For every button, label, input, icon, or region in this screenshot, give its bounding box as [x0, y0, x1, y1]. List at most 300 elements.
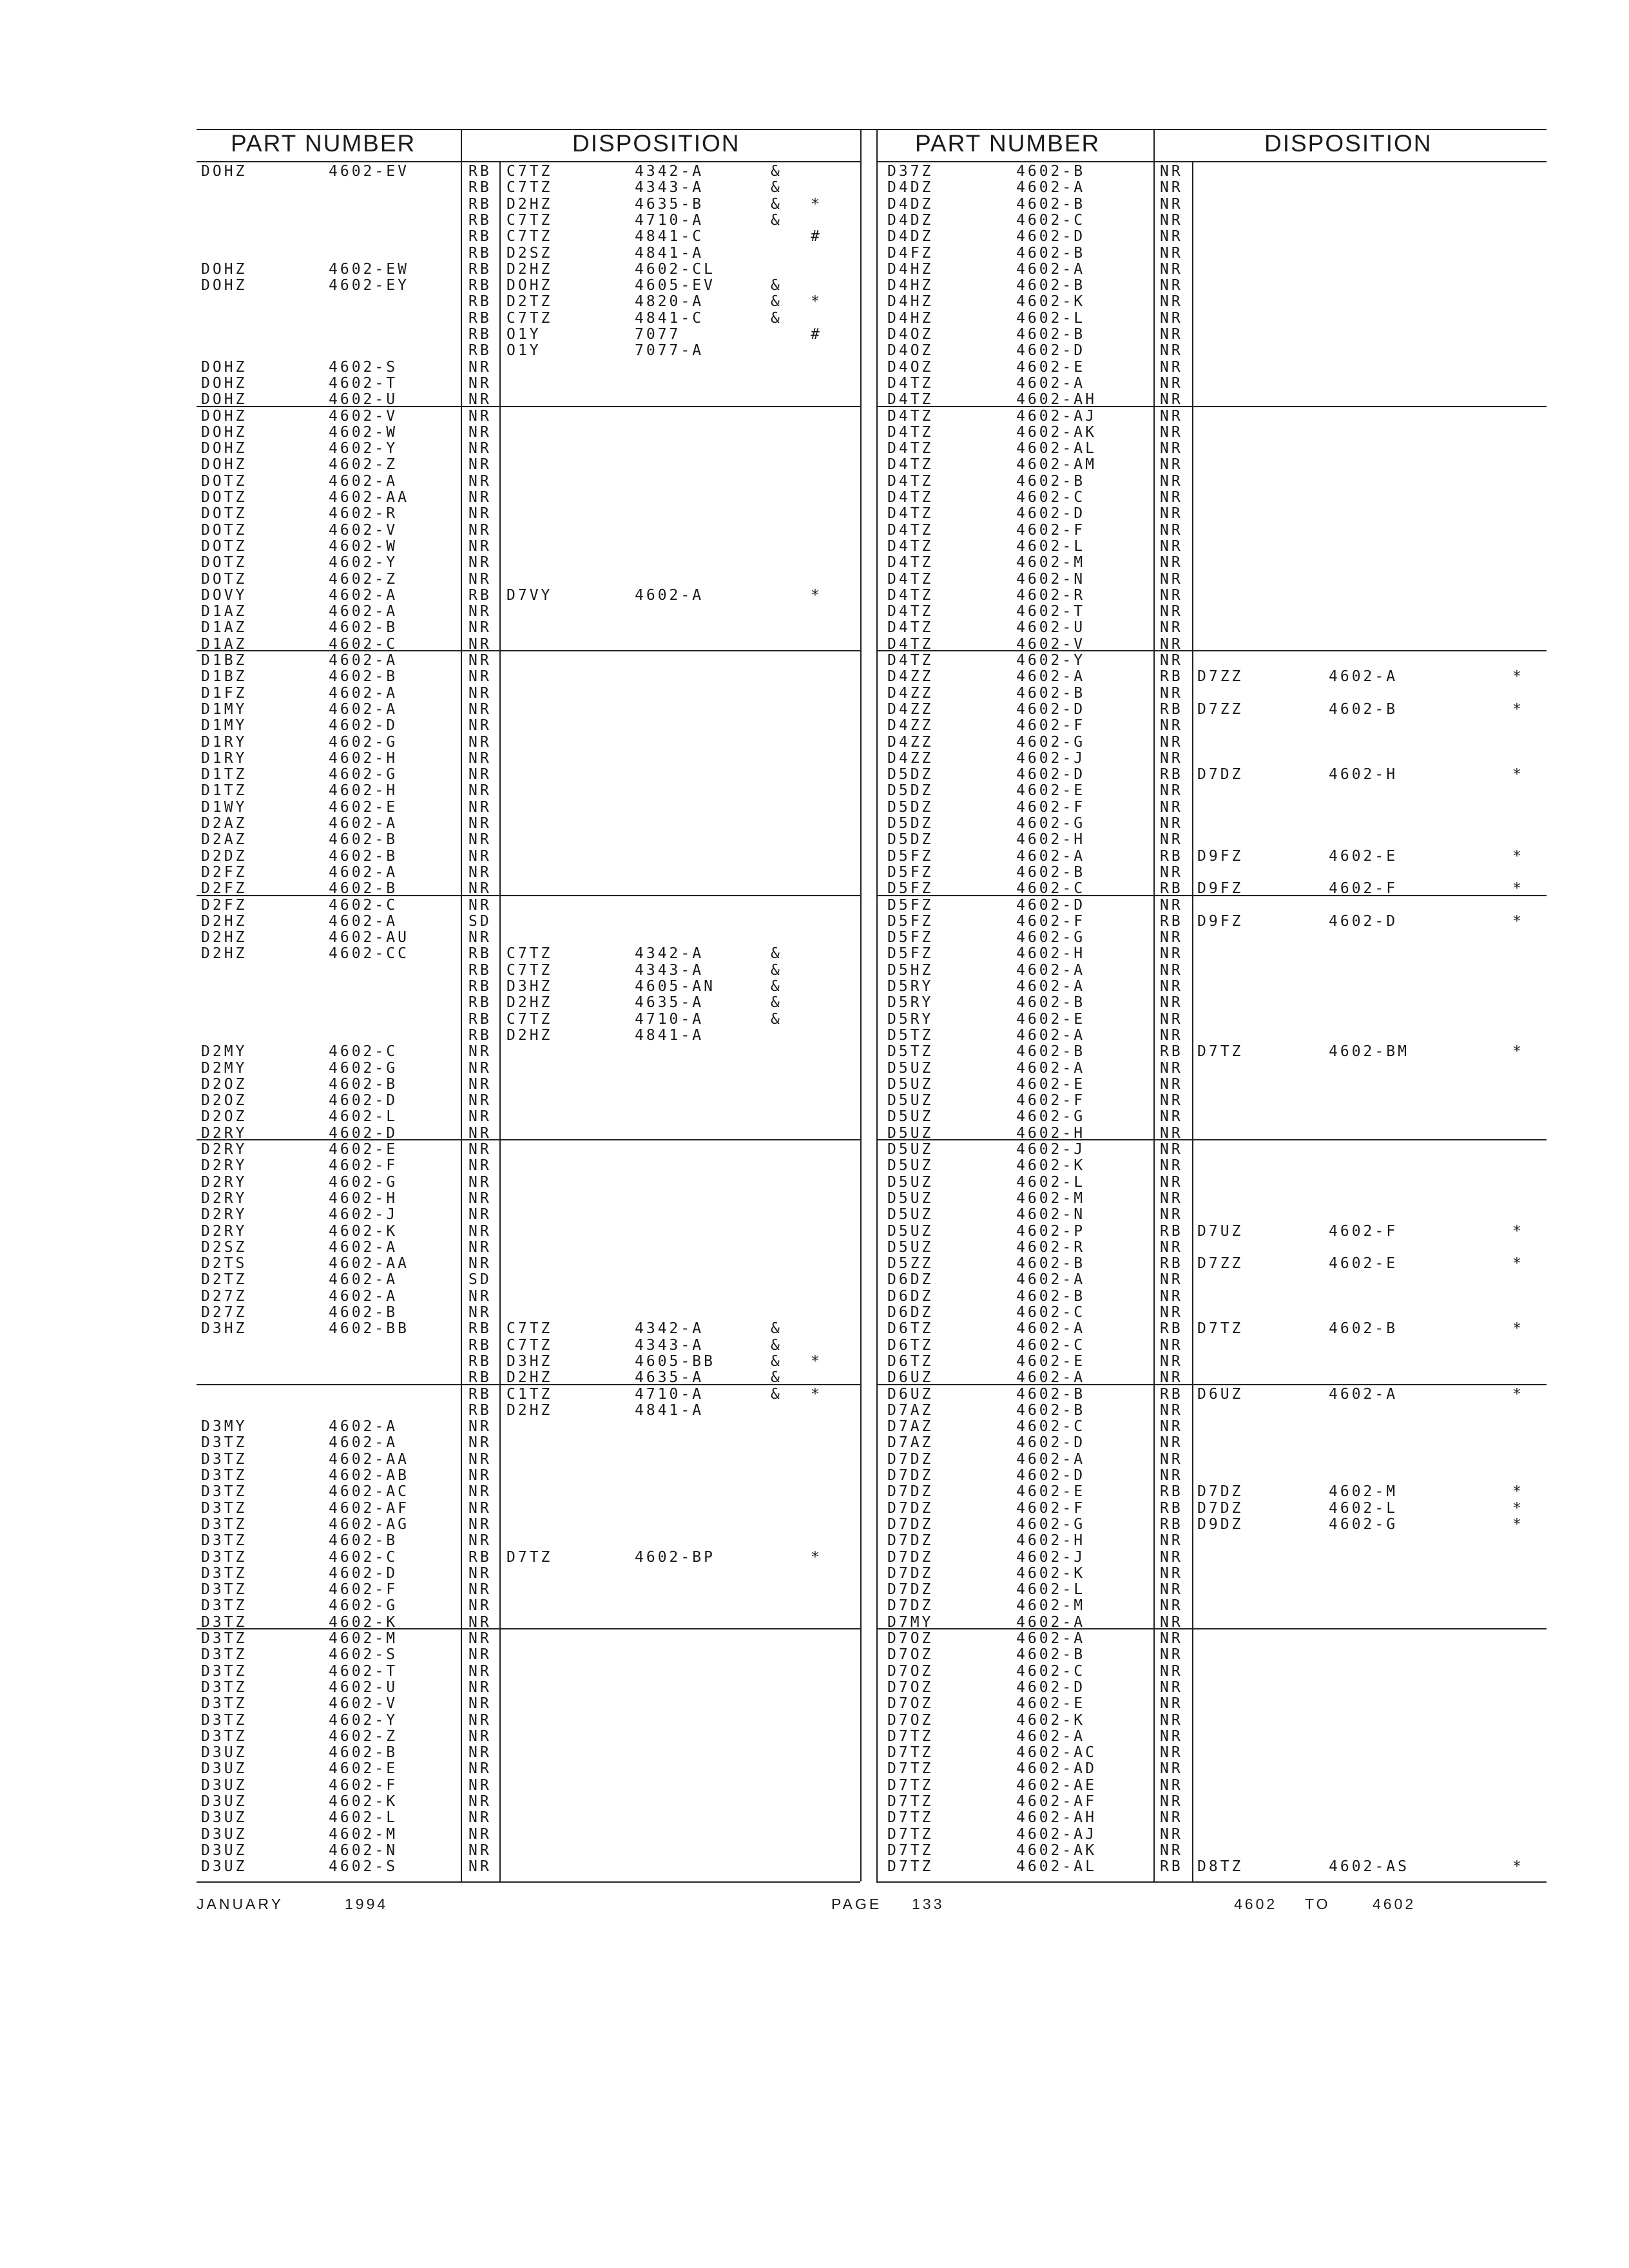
part-suffix-cell: 4602-A	[1016, 1271, 1086, 1289]
amp-mark-cell: &	[771, 293, 782, 311]
part-suffix-cell: 4602-G	[1016, 1515, 1086, 1533]
code-cell: NR	[1160, 1548, 1183, 1566]
part-suffix-cell: 4602-A	[1016, 179, 1086, 197]
ref-prefix-cell: C7TZ	[506, 945, 553, 963]
code-cell: NR	[1160, 1173, 1183, 1191]
prefix-cell: D5DZ	[887, 782, 934, 800]
prefix-cell: D6DZ	[887, 1271, 934, 1289]
code-cell: NR	[1160, 1271, 1183, 1289]
code-cell: NR	[468, 815, 492, 832]
part-suffix-cell: 4602-C	[1016, 1662, 1086, 1680]
left-group-separator	[197, 1139, 860, 1140]
ref-prefix-cell: C7TZ	[506, 1320, 553, 1338]
part-suffix-cell: 4602-B	[1016, 244, 1086, 262]
code-cell: NR	[1160, 1287, 1183, 1305]
note-mark-cell: *	[1512, 1255, 1524, 1273]
prefix-cell: D3TZ	[201, 1483, 247, 1501]
note-mark-cell: *	[1512, 912, 1524, 930]
prefix-cell: D7TZ	[887, 1841, 934, 1859]
part-suffix-cell: 4602-D	[329, 1564, 398, 1582]
prefix-cell: D3UZ	[201, 1841, 247, 1859]
prefix-cell: D2MY	[201, 1043, 247, 1061]
prefix-cell: D7TZ	[887, 1809, 934, 1827]
prefix-cell: D3TZ	[201, 1515, 247, 1533]
prefix-cell: D2OZ	[201, 1075, 247, 1093]
prefix-cell: D5UZ	[887, 1222, 934, 1240]
ref-part-cell: 4343-A	[635, 1336, 704, 1354]
code-cell: NR	[1160, 211, 1183, 229]
code-cell: RB	[1160, 668, 1183, 686]
code-cell: NR	[468, 896, 492, 914]
code-cell: NR	[1160, 407, 1183, 425]
code-cell: NR	[468, 1189, 492, 1207]
prefix-cell: D2HZ	[201, 929, 247, 947]
code-cell: NR	[1160, 1026, 1183, 1044]
right-header-underline	[876, 161, 1547, 162]
code-cell: NR	[468, 880, 492, 898]
ref-prefix-cell: C7TZ	[506, 961, 553, 979]
code-cell: NR	[1160, 1059, 1183, 1077]
top-rule	[197, 129, 1547, 130]
code-cell: NR	[468, 635, 492, 653]
code-cell: RB	[1160, 1255, 1183, 1273]
prefix-cell: D3TZ	[201, 1678, 247, 1696]
amp-mark-cell: &	[771, 1352, 782, 1370]
ref-part-cell: 4602-B	[1329, 700, 1398, 718]
code-cell: NR	[1160, 1189, 1183, 1207]
code-cell: RB	[468, 309, 492, 327]
prefix-cell: D5DZ	[887, 798, 934, 816]
ref-prefix-cell: C1TZ	[506, 1385, 553, 1403]
part-suffix-cell: 4602-S	[329, 1646, 398, 1664]
part-suffix-cell: 4602-V	[329, 407, 398, 425]
part-suffix-cell: 4602-B	[1016, 326, 1086, 343]
prefix-cell: D3UZ	[201, 1825, 247, 1843]
code-cell: RB	[468, 163, 492, 180]
code-cell: RB	[1160, 766, 1183, 783]
code-cell: NR	[1160, 782, 1183, 800]
ref-prefix-cell: DOHZ	[506, 277, 553, 294]
code-cell: NR	[468, 1515, 492, 1533]
part-suffix-cell: 4602-V	[1016, 635, 1086, 653]
prefix-cell: D5FZ	[887, 880, 934, 898]
prefix-cell: D7TZ	[887, 1760, 934, 1778]
code-cell: NR	[468, 700, 492, 718]
ref-prefix-cell: D3HZ	[506, 1352, 553, 1370]
prefix-cell: D6TZ	[887, 1352, 934, 1370]
code-cell: NR	[1160, 1532, 1183, 1550]
part-suffix-cell: 4602-Y	[1016, 652, 1086, 669]
code-cell: NR	[1160, 309, 1183, 327]
part-suffix-cell: 4602-C	[329, 635, 398, 653]
part-suffix-cell: 4602-V	[329, 521, 398, 539]
ref-prefix-cell: D2SZ	[506, 244, 553, 262]
part-suffix-cell: 4602-B	[1016, 472, 1086, 490]
part-suffix-cell: 4602-L	[1016, 537, 1086, 555]
part-suffix-cell: 4602-A	[1016, 1727, 1086, 1745]
code-cell: NR	[468, 863, 492, 881]
code-cell: NR	[468, 1075, 492, 1093]
part-suffix-cell: 4602-B	[1016, 994, 1086, 1012]
prefix-cell: D7AZ	[887, 1418, 934, 1436]
part-suffix-cell: 4602-A	[1016, 668, 1086, 686]
prefix-cell: D5UZ	[887, 1173, 934, 1191]
part-suffix-cell: 4602-T	[329, 374, 398, 392]
ref-part-cell: 7077-A	[635, 342, 704, 360]
prefix-cell: D3UZ	[201, 1776, 247, 1794]
ref-prefix-cell: C7TZ	[506, 309, 553, 327]
prefix-cell: D7DZ	[887, 1581, 934, 1599]
code-cell: NR	[1160, 244, 1183, 262]
code-cell: NR	[1160, 717, 1183, 735]
ref-prefix-cell: D7TZ	[1197, 1043, 1244, 1061]
prefix-cell: D7DZ	[887, 1467, 934, 1484]
footer-page-number: 133	[912, 1896, 945, 1912]
prefix-cell: D2HZ	[201, 945, 247, 963]
part-suffix-cell: 4602-H	[1016, 1124, 1086, 1142]
code-cell: NR	[1160, 1809, 1183, 1827]
prefix-cell: D4ZZ	[887, 700, 934, 718]
part-suffix-cell: 4602-S	[329, 1858, 398, 1876]
code-cell: NR	[468, 684, 492, 702]
part-suffix-cell: 4602-AL	[1016, 1858, 1097, 1876]
prefix-cell: D5FZ	[887, 929, 934, 947]
prefix-cell: DOTZ	[201, 570, 247, 588]
part-suffix-cell: 4602-B	[1016, 1646, 1086, 1664]
part-suffix-cell: 4602-AJ	[1016, 1825, 1097, 1843]
code-cell: NR	[1160, 293, 1183, 311]
code-cell: RB	[468, 179, 492, 197]
code-cell: NR	[468, 1776, 492, 1794]
prefix-cell: D37Z	[887, 163, 934, 180]
code-cell: NR	[468, 782, 492, 800]
prefix-cell: D2RY	[201, 1141, 247, 1158]
code-cell: RB	[468, 293, 492, 311]
code-cell: NR	[1160, 1434, 1183, 1452]
code-cell: NR	[468, 1108, 492, 1126]
part-suffix-cell: 4602-B	[329, 1532, 398, 1550]
part-suffix-cell: 4602-G	[1016, 815, 1086, 832]
prefix-cell: D4FZ	[887, 244, 934, 262]
prefix-cell: D4OZ	[887, 326, 934, 343]
code-cell: NR	[1160, 1304, 1183, 1321]
right-disposition-header: DISPOSITION	[1264, 130, 1432, 157]
ref-prefix-cell: D7DZ	[1197, 766, 1244, 783]
code-cell: NR	[468, 1646, 492, 1664]
code-cell: NR	[1160, 163, 1183, 180]
prefix-cell: D1RY	[201, 733, 247, 751]
code-cell: NR	[468, 1597, 492, 1615]
code-cell: NR	[468, 1059, 492, 1077]
prefix-cell: D5UZ	[887, 1189, 934, 1207]
part-suffix-cell: 4602-B	[1016, 277, 1086, 294]
code-cell: NR	[1160, 1841, 1183, 1859]
ref-part-cell: 4602-A	[1329, 668, 1398, 686]
code-cell: NR	[1160, 1075, 1183, 1093]
prefix-cell: D3UZ	[201, 1760, 247, 1778]
prefix-cell: D3TZ	[201, 1499, 247, 1517]
part-suffix-cell: 4602-B	[329, 831, 398, 849]
code-cell: RB	[468, 994, 492, 1012]
code-cell: NR	[1160, 586, 1183, 604]
prefix-cell: D2FZ	[201, 880, 247, 898]
code-cell: RB	[468, 244, 492, 262]
part-suffix-cell: 4602-R	[1016, 586, 1086, 604]
part-suffix-cell: 4602-CC	[329, 945, 409, 963]
code-cell: NR	[1160, 1206, 1183, 1224]
prefix-cell: D3TZ	[201, 1711, 247, 1729]
prefix-cell: D7TZ	[887, 1744, 934, 1762]
prefix-cell: DOHZ	[201, 440, 247, 457]
prefix-cell: D5FZ	[887, 912, 934, 930]
prefix-cell: D2RY	[201, 1222, 247, 1240]
part-suffix-cell: 4602-D	[329, 717, 398, 735]
code-cell: NR	[468, 537, 492, 555]
note-mark-cell: #	[811, 228, 822, 245]
code-cell: NR	[468, 619, 492, 637]
code-cell: NR	[1160, 489, 1183, 506]
code-cell: RB	[468, 1548, 492, 1566]
code-cell: NR	[1160, 1695, 1183, 1713]
prefix-cell: D4TZ	[887, 374, 934, 392]
code-cell: RB	[1160, 1043, 1183, 1061]
note-mark-cell: *	[1512, 1515, 1524, 1533]
amp-mark-cell: &	[771, 309, 782, 327]
code-cell: NR	[1160, 831, 1183, 849]
footer-range-to: 4602	[1373, 1896, 1416, 1912]
ref-prefix-cell: D2TZ	[506, 293, 553, 311]
prefix-cell: D6TZ	[887, 1336, 934, 1354]
prefix-cell: D2DZ	[201, 847, 247, 865]
amp-mark-cell: &	[771, 277, 782, 294]
code-cell: NR	[1160, 1630, 1183, 1647]
prefix-cell: D6TZ	[887, 1320, 934, 1338]
ref-prefix-cell: D2HZ	[506, 1026, 553, 1044]
code-cell: NR	[468, 1760, 492, 1778]
part-suffix-cell: 4602-AG	[329, 1515, 409, 1533]
ref-part-cell: 4841-C	[635, 309, 704, 327]
prefix-cell: D1FZ	[201, 684, 247, 702]
prefix-cell: D7OZ	[887, 1695, 934, 1713]
part-suffix-cell: 4602-D	[329, 1092, 398, 1110]
part-suffix-cell: 4602-L	[329, 1108, 398, 1126]
ref-prefix-cell: D9DZ	[1197, 1515, 1244, 1533]
prefix-cell: D2FZ	[201, 896, 247, 914]
prefix-cell: D2MY	[201, 1059, 247, 1077]
ref-prefix-cell: D9FZ	[1197, 880, 1244, 898]
ref-part-cell: 4343-A	[635, 179, 704, 197]
code-cell: RB	[468, 1026, 492, 1044]
part-suffix-cell: 4602-V	[329, 1695, 398, 1713]
ref-part-cell: 4602-B	[1329, 1320, 1398, 1338]
prefix-cell: D6UZ	[887, 1385, 934, 1403]
footer-range-to-label: TO	[1305, 1896, 1331, 1912]
amp-mark-cell: &	[771, 179, 782, 197]
note-mark-cell: *	[1512, 700, 1524, 718]
prefix-cell: D7DZ	[887, 1597, 934, 1615]
prefix-cell: DOTZ	[201, 554, 247, 572]
ref-part-cell: 4605-AN	[635, 978, 715, 995]
part-suffix-cell: 4602-A	[1016, 961, 1086, 979]
prefix-cell: D2FZ	[201, 863, 247, 881]
code-cell: NR	[1160, 1418, 1183, 1436]
code-cell: NR	[1160, 961, 1183, 979]
code-cell: RB	[1160, 1483, 1183, 1501]
note-mark-cell: *	[1512, 880, 1524, 898]
part-suffix-cell: 4602-A	[329, 815, 398, 832]
part-suffix-cell: 4602-AK	[1016, 1841, 1097, 1859]
note-mark-cell: *	[811, 1548, 822, 1566]
part-suffix-cell: 4602-F	[1016, 798, 1086, 816]
code-cell: NR	[1160, 554, 1183, 572]
part-suffix-cell: 4602-Z	[329, 456, 398, 474]
prefix-cell: D2SZ	[201, 1238, 247, 1256]
prefix-cell: DOHZ	[201, 391, 247, 408]
code-cell: NR	[468, 1858, 492, 1876]
ref-part-cell: 4841-A	[635, 1401, 704, 1419]
part-suffix-cell: 4602-C	[329, 896, 398, 914]
part-suffix-cell: 4602-K	[1016, 1711, 1086, 1729]
prefix-cell: D6DZ	[887, 1287, 934, 1305]
part-suffix-cell: 4602-D	[1016, 766, 1086, 783]
part-suffix-cell: 4602-A	[1016, 1369, 1086, 1387]
part-suffix-cell: 4602-B	[1016, 195, 1086, 213]
code-cell: NR	[1160, 1825, 1183, 1843]
ref-prefix-cell: C7TZ	[506, 1336, 553, 1354]
ref-part-cell: 4602-M	[1329, 1483, 1398, 1501]
prefix-cell: DOHZ	[201, 358, 247, 376]
prefix-cell: D3TZ	[201, 1613, 247, 1631]
code-cell: NR	[1160, 358, 1183, 376]
code-cell: NR	[468, 554, 492, 572]
code-cell: NR	[468, 1173, 492, 1191]
part-suffix-cell: 4602-A	[1016, 260, 1086, 278]
prefix-cell: D5RY	[887, 994, 934, 1012]
ref-part-cell: 4841-A	[635, 1026, 704, 1044]
prefix-cell: D1BZ	[201, 652, 247, 669]
ref-prefix-cell: D3HZ	[506, 978, 553, 995]
right-group-separator	[876, 650, 1547, 651]
prefix-cell: D4HZ	[887, 309, 934, 327]
amp-mark-cell: &	[771, 211, 782, 229]
prefix-cell: D1AZ	[201, 603, 247, 620]
prefix-cell: D4TZ	[887, 505, 934, 523]
code-cell: NR	[1160, 277, 1183, 294]
prefix-cell: D7OZ	[887, 1646, 934, 1664]
part-suffix-cell: 4602-E	[1016, 1352, 1086, 1370]
part-suffix-cell: 4602-L	[329, 1809, 398, 1827]
code-cell: NR	[468, 749, 492, 767]
prefix-cell: D27Z	[201, 1304, 247, 1321]
part-suffix-cell: 4602-M	[1016, 554, 1086, 572]
code-cell: RB	[468, 326, 492, 343]
amp-mark-cell: &	[771, 1320, 782, 1338]
part-suffix-cell: 4602-E	[1016, 358, 1086, 376]
prefix-cell: D4TZ	[887, 570, 934, 588]
prefix-cell: D27Z	[201, 1287, 247, 1305]
part-suffix-cell: 4602-G	[329, 733, 398, 751]
part-suffix-cell: 4602-Y	[329, 554, 398, 572]
prefix-cell: D7TZ	[887, 1776, 934, 1794]
part-suffix-cell: 4602-F	[329, 1776, 398, 1794]
part-suffix-cell: 4602-A	[1016, 1630, 1086, 1647]
prefix-cell: D2AZ	[201, 831, 247, 849]
code-cell: RB	[1160, 1858, 1183, 1876]
part-suffix-cell: 4602-D	[1016, 342, 1086, 360]
part-suffix-cell: 4602-U	[1016, 619, 1086, 637]
code-cell: NR	[1160, 179, 1183, 197]
code-cell: NR	[1160, 1597, 1183, 1615]
code-cell: NR	[1160, 1727, 1183, 1745]
prefix-cell: D7DZ	[887, 1564, 934, 1582]
part-suffix-cell: 4602-A	[329, 1287, 398, 1305]
part-suffix-cell: 4602-BB	[329, 1320, 409, 1338]
prefix-cell: D4TZ	[887, 423, 934, 441]
code-cell: NR	[1160, 1793, 1183, 1810]
part-suffix-cell: 4602-A	[329, 700, 398, 718]
part-suffix-cell: 4602-EY	[329, 277, 409, 294]
part-suffix-cell: 4602-E	[1016, 1695, 1086, 1713]
part-suffix-cell: 4602-K	[1016, 1157, 1086, 1175]
part-suffix-cell: 4602-B	[329, 668, 398, 686]
part-suffix-cell: 4602-AE	[1016, 1776, 1097, 1794]
code-cell: RB	[468, 1385, 492, 1403]
prefix-cell: D7OZ	[887, 1662, 934, 1680]
code-cell: NR	[468, 1809, 492, 1827]
code-cell: NR	[468, 1238, 492, 1256]
part-suffix-cell: 4602-H	[329, 749, 398, 767]
code-cell: NR	[468, 1695, 492, 1713]
ref-prefix-cell: C7TZ	[506, 163, 553, 180]
ref-prefix-cell: D2HZ	[506, 195, 553, 213]
prefix-cell: DOHZ	[201, 407, 247, 425]
prefix-cell: D3TZ	[201, 1630, 247, 1647]
amp-mark-cell: &	[771, 978, 782, 995]
code-cell: NR	[468, 798, 492, 816]
prefix-cell: D3TZ	[201, 1662, 247, 1680]
prefix-cell: D7AZ	[887, 1434, 934, 1452]
part-suffix-cell: 4602-B	[329, 1075, 398, 1093]
code-cell: RB	[468, 260, 492, 278]
ref-prefix-cell: D7TZ	[1197, 1320, 1244, 1338]
code-cell: NR	[1160, 1238, 1183, 1256]
prefix-cell: D7DZ	[887, 1548, 934, 1566]
code-cell: NR	[1160, 1108, 1183, 1126]
part-suffix-cell: 4602-F	[1016, 521, 1086, 539]
part-suffix-cell: 4602-AF	[329, 1499, 409, 1517]
part-suffix-cell: 4602-B	[1016, 1385, 1086, 1403]
prefix-cell: D1AZ	[201, 619, 247, 637]
prefix-cell: D2OZ	[201, 1108, 247, 1126]
ref-part-cell: 4343-A	[635, 961, 704, 979]
prefix-cell: D2HZ	[201, 912, 247, 930]
part-suffix-cell: 4602-L	[1016, 1581, 1086, 1599]
prefix-cell: D4TZ	[887, 440, 934, 457]
prefix-cell: D3TZ	[201, 1434, 247, 1452]
ref-part-cell: 4635-A	[635, 1369, 704, 1387]
part-suffix-cell: 4602-Z	[329, 570, 398, 588]
right-part-number-header: PART NUMBER	[915, 130, 1101, 157]
prefix-cell: D7OZ	[887, 1711, 934, 1729]
part-suffix-cell: 4602-AH	[1016, 1809, 1097, 1827]
amp-mark-cell: &	[771, 1369, 782, 1387]
ref-prefix-cell: D8TZ	[1197, 1858, 1244, 1876]
prefix-cell: D4ZZ	[887, 733, 934, 751]
prefix-cell: D3HZ	[201, 1320, 247, 1338]
part-suffix-cell: 4602-A	[329, 603, 398, 620]
right-bottom-rule	[876, 1881, 1547, 1883]
part-suffix-cell: 4602-E	[329, 798, 398, 816]
